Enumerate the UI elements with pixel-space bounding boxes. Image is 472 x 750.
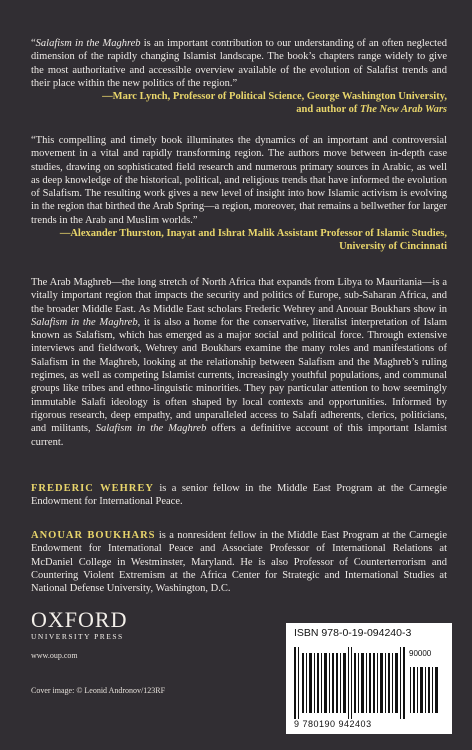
isbn-barcode: [286, 623, 452, 734]
cover-image-credit: Cover image: © Leonid Andronov/123RF: [31, 686, 166, 695]
author-name: ANOUAR BOUKHARS: [31, 530, 156, 541]
publisher-url: www.oup.com: [31, 651, 78, 660]
review-quote-thurston: [31, 134, 447, 254]
quote-text: “This compelling and timely book illuminates the dynamics of an important and controversial movement in a vital and rapidly transforming region. The authors move between in-depth case studies, drawing on sophisticated field research and numerous primary sources in Arabic, as well as deep knowledge of the historical, political, and religious trends that have informed the evolution of Salafism. The resulting work gives a new level of insight into how Islamic activism is evolving in the region that birthed the Arab Spring—a region, moreover, that remains a bellwether for larger trends in the Arab and Muslim worlds.”: [31, 135, 447, 226]
quote-attribution-line2: University of Cincinnati: [339, 241, 447, 253]
author-bio-boukhars: ANOUAR BOUKHARS is a nonresident fellow in the Middle East Program at the Carnegie Endowment for International Peace and Associate Professor of International Relations at McDaniel College in Westminster, Maryland. He is also Professor of Counterterrorism and Countering Violent Extremism at the Africa Center for Strategic and International Studies at National Defense University, Washington, D.C.: [31, 530, 447, 595]
barcode-digits: 9 780190 942403: [294, 719, 372, 729]
publisher-subtitle: UNIVERSITY PRESS: [31, 632, 124, 641]
price-code: 90000: [409, 649, 432, 658]
isbn-number: ISBN 978-0-19-094240-3: [294, 627, 412, 639]
quote-attribution: —Marc Lynch, Professor of Political Science, George Washington University,: [102, 91, 447, 103]
publisher-logo: [31, 609, 131, 641]
quote-attribution: —Alexander Thurston, Inayat and Ishrat Malik Assistant Professor of Islamic Studies,: [59, 228, 447, 240]
author-name: FREDERIC WEHREY: [31, 483, 154, 494]
book-title-italic: Salafism in the Maghreb: [35, 38, 141, 49]
quote-text: “Salafism in the Maghreb is an important contribution to our understanding of an often neglected dimension of the rapidly changing Islamist landscape. The book’s chapters range widely to give the most authoritative and accessible overview available of the evolution of Salafist trends and their place within the new politics of the region.”: [31, 38, 447, 89]
book-description: The Arab Maghreb—the long stretch of North Africa that expands from Libya to Mauritania—is a vitally important region that impacts the security and politics of Europe, sub-Saharan Africa, and the broader Middle East. As Middle East scholars Frederic Wehrey and Anouar Boukhars show in Salafism in the Maghreb, it is also a home for the conservative, literalist interpretation of Islam known as Salafism, which has emerged as a major social and political force. Through extensive interviews and fieldwork, Wehrey and Boukhars examine the many roles and manifestations of Salafism in the Maghreb, looking at the relationship between Salafism and the Maghreb’s ruling regimes, as well as competing Islamist currents, increasingly youthful populations, and communal groups like tribes and ethno-linguistic minorities. They pay particular attention to how seemingly immutable Salafi ideology is often shaped by local contexts and opportunities. Informed by rigorous research, deep empathy, and unparalleled access to Salafi adherents, clerics, politicians, and militants, Salafism in the Maghreb offers a definitive account of this important Islamist current.: [31, 277, 447, 448]
review-quote-lynch: [31, 37, 447, 117]
publisher-name: OXFORD: [31, 607, 128, 632]
author-bio-wehrey: FREDERIC WEHREY is a senior fellow in the Middle East Program at the Carnegie Endowment for International Peace.: [31, 483, 447, 508]
quote-attribution-line2: and author of The New Arab Wars: [296, 104, 447, 116]
